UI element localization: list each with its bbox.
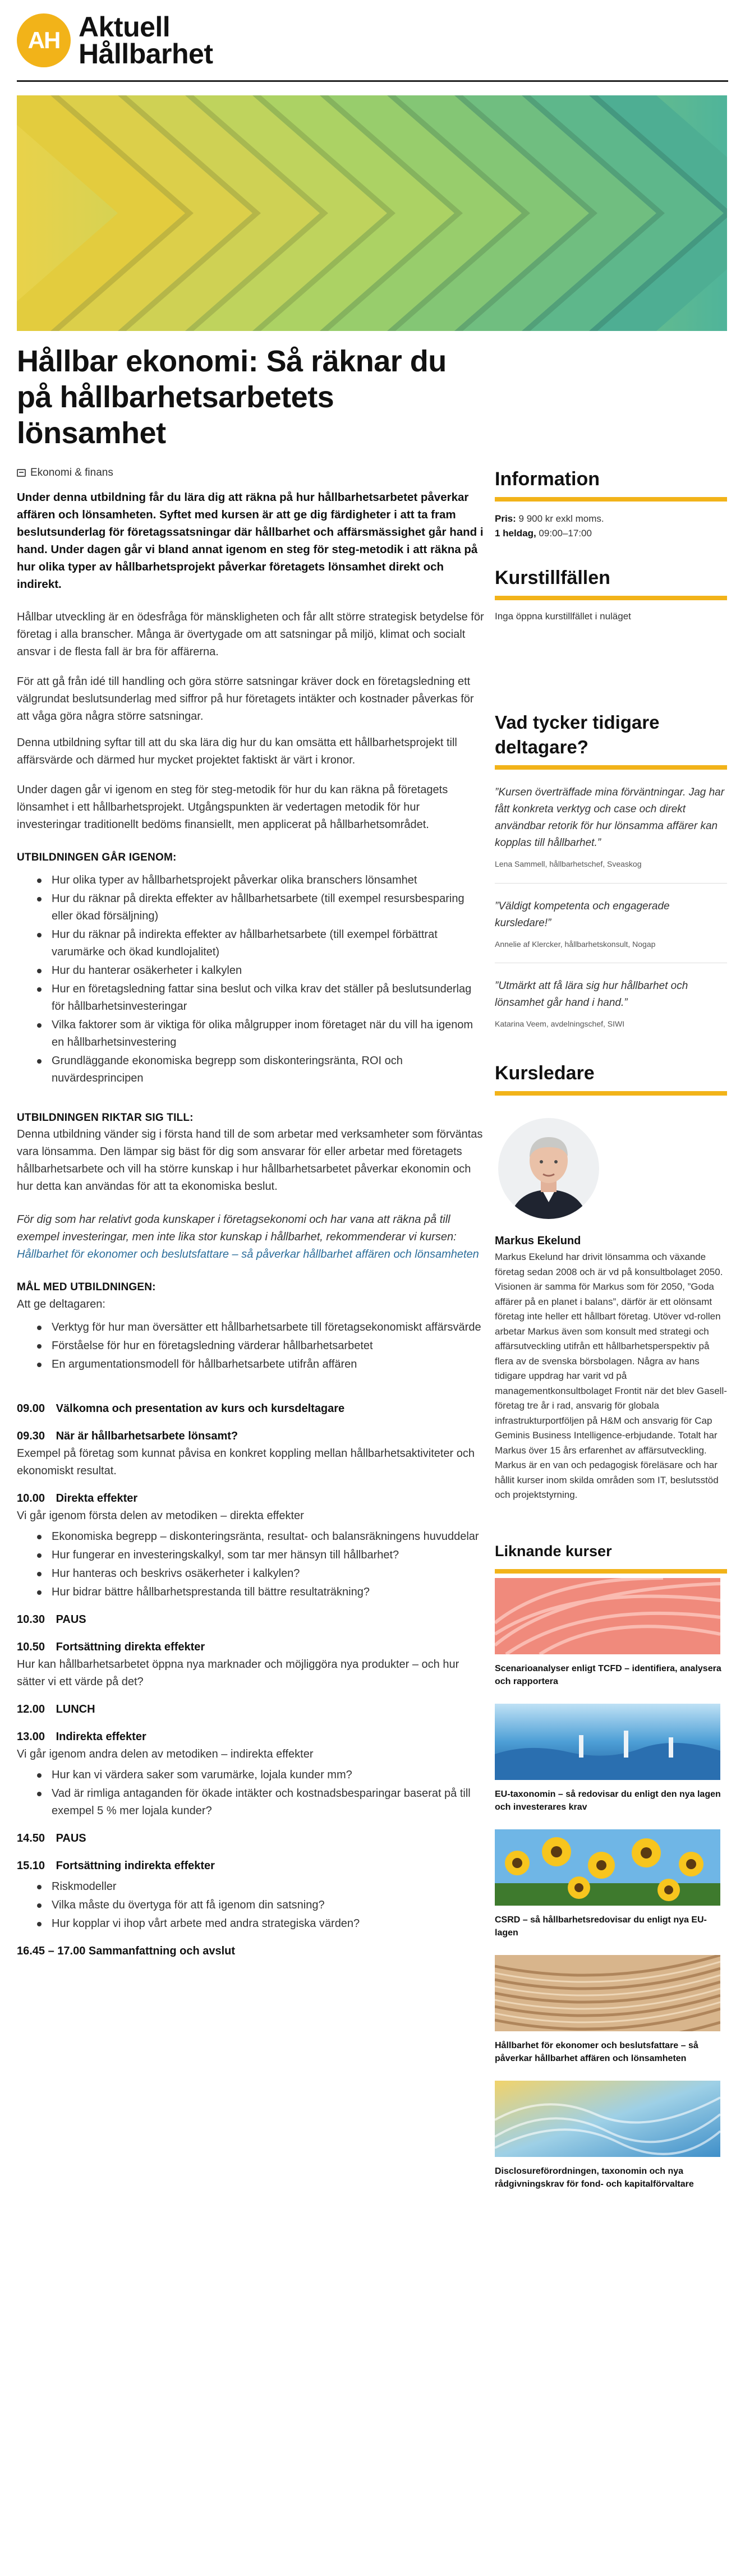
logo-mark: AH [17,13,71,67]
similar-courses-box [495,1539,727,2191]
schedule-title: Indirekta effekter [56,1730,146,1743]
list-item: Hur hanteras och beskrivs osäkerheter i kalkylen? [37,1565,486,1583]
similar-divider [495,1569,727,1574]
logo-line-2: Hållbarhet [79,38,213,70]
body-paragraph-3: Denna utbildning syftar till att du ska lära dig hur du kan omsätta ett hållbarhetsprojekt till affärsvärde och därmed hur mycket projektet faktiskt är värt i kronor. [17,737,457,767]
schedule-item [17,1943,486,1960]
price-line [495,512,727,526]
logo-text [79,11,213,70]
testimonial-divider [495,883,727,884]
list-item: Hur olika typer av hållbarhetsprojekt påverkar olika branschers lönsamhet [37,872,486,889]
goes-through-list [37,872,486,1087]
leader-avatar [498,1118,599,1219]
schedule-item [17,1857,486,1933]
occasions-divider [495,596,727,600]
schedule-title: Välkomna och presentation av kurs och kursdeltagare [56,1402,345,1415]
hero-image [17,95,727,331]
schedule-time: 15.10 [17,1859,45,1872]
schedule-bullets [37,1767,486,1820]
days-value: 09:00–17:00 [539,528,592,539]
course-thumbnail[interactable] [495,1955,720,2031]
schedule-item [17,1701,486,1718]
course-thumbnail[interactable] [495,1829,720,1906]
list-item: Ekonomiska begrepp – diskonteringsränta, resultat- och balansräkningens huvuddelar [37,1528,486,1545]
schedule-time: 10.50 [17,1640,45,1653]
course-card[interactable] [495,1955,727,2065]
info-divider [495,497,727,502]
schedule-item [17,1830,486,1847]
list-item: Hur en företagsledning fattar sina beslut och vilka krav det ställer på beslutsunderlag för hållbarhetsinvesteringar [37,981,486,1015]
leader-name: Markus Ekelund [495,1235,581,1248]
schedule-time: 09.00 [17,1402,45,1415]
schedule-desc: Vi går igenom första delen av metodiken – direkta effekter [17,1509,304,1522]
testimonial-quote: ”Kursen överträffade mina förväntningar. Jag har fått konkreta verktyg och case och direkt användbar retorik för hur lönsamma affärer kan kopplas till hållbarhet.” [495,786,725,849]
list-item: Riskmodeller [37,1878,486,1896]
schedule-item [17,1611,486,1629]
schedule-desc: Vi går igenom andra delen av metodiken – indirekta effekter [17,1747,314,1760]
site-logo[interactable] [17,11,728,70]
schedule-title: LUNCH [56,1703,95,1715]
goes-through-heading: UTBILDNINGEN GÅR IGENOM: [17,852,177,864]
schedule-time: 12.00 [17,1703,45,1715]
days-line [495,526,727,541]
testimonial-author: Annelie af Klercker, hållbarhetskonsult, Nogap [495,939,656,949]
days-label: 1 heldag, [495,528,536,539]
list-item: Förståelse för hur en företagsledning värderar hållbarhetsarbetet [37,1337,486,1355]
course-title[interactable]: Scenarioanalyser enligt TCFD – identifiera, analysera och rapportera [495,1663,721,1686]
schedule-time: 09.30 [17,1429,45,1442]
course-card[interactable] [495,2081,727,2191]
sidebar [495,343,727,2191]
course-thumbnail-graphic [495,1704,720,1780]
price-value: 9 900 kr exkl moms. [518,513,604,524]
list-item: Hur du räknar på indirekta effekter av hållbarhetsarbete (till exempel förbättrat varumärke och ökad kundlojalitet) [37,926,486,961]
course-thumbnail[interactable] [495,1578,720,1654]
leaders-title: Kursledare [495,1062,595,1084]
course-card[interactable] [495,1829,727,1939]
schedule-time: 13.00 [17,1730,45,1743]
leaders-divider [495,1091,727,1096]
testimonials-box [495,710,727,1031]
schedule-item [17,1728,486,1820]
schedule-title: PAUS [56,1832,86,1844]
list-item: En argumentationsmodell för hållbarhetsarbete utifrån affären [37,1356,486,1373]
schedule-item [17,1639,486,1691]
course-thumbnail[interactable] [495,1704,720,1780]
list-item: Hur kopplar vi ihop vårt arbete med andra strategiska värden? [37,1915,486,1933]
testimonial-author: Lena Sammell, hållbarhetschef, Sveaskog [495,859,642,868]
schedule-title: Sammanfattning och avslut [88,1944,236,1957]
list-item: Hur du räknar på direkta effekter av hållbarhetsarbete (till exempel resursbesparing eller ökad försäljning) [37,890,486,925]
schedule-title: Direkta effekter [56,1492,138,1505]
price-label: Pris: [495,513,516,524]
category-tag[interactable] [17,464,486,481]
schedule-desc: Exempel på företag som kunnat påvisa en konkret koppling mellan hållbarhetsaktiviteter och ekonomiskt resultat. [17,1447,475,1477]
testimonials-title: Vad tycker tidigare deltagare? [495,712,660,757]
schedule [17,1400,486,1960]
occasions-box [495,565,727,624]
recommended-course-link[interactable]: Hållbarhet för ekonomer och beslutsfattare – så påverkar hållbarhet affären och lönsamheten [17,1248,479,1261]
info-title: Information [495,468,600,490]
list-item: Hur du hanterar osäkerheter i kalkylen [37,962,486,979]
course-card[interactable] [495,1578,727,1688]
course-card[interactable] [495,1704,727,1814]
header-divider [17,80,728,82]
recommendation-lead: För dig som har relativt goda kunskaper i företagsekonomi och har vana att räkna på till exempel investeringar, men inte lika stor kunskap i hållbarhet, rekommenderar vi kursen: [17,1213,457,1244]
course-thumbnail-graphic [495,2081,720,2157]
course-thumbnail[interactable] [495,2081,720,2157]
list-item: Verktyg för hur man översätter ett hållbarhetsarbete till företagsekonomiskt affärsvärde [37,1319,486,1336]
site-header [0,0,745,82]
schedule-time: 14.50 [17,1832,45,1844]
schedule-title: PAUS [56,1613,86,1626]
schedule-item [17,1400,486,1418]
course-title[interactable]: Disclosureförordningen, taxonomin och nya rådgivningskrav för fond- och kapitalförvaltare [495,2166,694,2189]
schedule-item [17,1490,486,1601]
similar-title: Liknande kurser [495,1542,612,1560]
schedule-time: 10.00 [17,1492,45,1505]
main-content [17,343,486,1960]
schedule-time: 16.45 – 17.00 [17,1944,86,1957]
schedule-title: Fortsättning direkta effekter [56,1640,205,1653]
body-paragraph-2: För att gå från idé till handling och göra större satsningar kräver dock en företagsledning ett välgrundat beslutsunderlag med siffror på hur företagets intäkter och kostnader påverkas för att våga göra några större satsningar. [17,675,474,723]
testimonial-quote: ”Utmärkt att få lära sig hur hållbarhet och lönsamhet går hand i hand.” [495,980,688,1009]
course-title[interactable]: EU-taxonomin – så redovisar du enligt den nya lagen och investerares krav [495,1789,721,1812]
schedule-bullets [37,1528,486,1601]
schedule-title: Fortsättning indirekta effekter [56,1859,215,1872]
schedule-item [17,1428,486,1480]
category-label: Ekonomi & finans [30,467,113,479]
target-heading: UTBILDNINGEN RIKTAR SIG TILL: [17,1111,194,1124]
course-title[interactable]: CSRD – så hållbarhetsredovisar du enligt nya EU-lagen [495,1915,707,1938]
recommendation-text [17,1211,486,1263]
goals-list [37,1319,486,1373]
hero-chevrons-graphic [17,95,727,331]
testimonials-divider [495,765,727,770]
goals-intro: Att ge deltagaren: [17,1298,105,1310]
info-box [495,467,727,541]
leaders-box [495,1061,727,1503]
list-item: Hur bidrar bättre hållbarhetsprestanda till bättre resultaträkning? [37,1584,486,1601]
schedule-desc: Hur kan hållbarhetsarbetet öppna nya marknader och möjliggöra nya produkter – och hur sätter vi ett värde på det? [17,1658,459,1688]
occasions-text: Inga öppna kurstillfället i nuläget [495,611,631,622]
course-thumbnail-graphic [495,1829,720,1906]
schedule-title: När är hållbarhetsarbete lönsamt? [56,1429,238,1442]
folder-icon [17,469,26,477]
logo-line-1: Aktuell [79,11,171,43]
page-title: Hållbar ekonomi: Så räknar du på hållbarhetsarbetets lönsamhet [17,344,447,450]
lead-paragraph: Under denna utbildning får du lära dig att räkna på hur hållbarhetsarbetet påverkar affären och lönsamheten. Syftet med kursen är att ge dig färdigheter i att ta fram beslutsunderlag för företagssatsningar där hållbarhet och affärsmässighet går hand i hand. Under dagen går vi bland annat igenom en steg för steg-metodik i att räkna på hur olika typer av hållbarhetsprojekt påverkar företagets lönsamhet direkt och indirekt. [17,491,484,591]
list-item: Hur fungerar en investeringskalkyl, som tar mer hänsyn till hållbarhet? [37,1547,486,1564]
target-text: Denna utbildning vänder sig i första hand till de som arbetar med verksamheter som förväntas vara lönsamma. Den lämpar sig bäst för dig som ansvarar för eller arbetar med företagets hållbarhetsarbete och vill ha större kunskap i hur hållbarhetsarbetet påverkar ekonomin och hur detta kan användas för att ta ekonomiska beslut. [17,1128,483,1193]
body-paragraph-4: Under dagen går vi igenom en steg för steg-metodik för hur du kan räkna på företagets lönsamhet i ett hållbarhetsprojekt. Utgångspunkten är vedertagen metodik för hur investeringar traditionellt bedöms finansiellt, men applicerat på hållbarhetsområdet. [17,784,448,831]
course-thumbnail-graphic [495,1955,720,2031]
list-item: Hur kan vi värdera saker som varumärke, lojala kunder mm? [37,1767,486,1784]
testimonial-quote: ”Väldigt kompetenta och engagerade kursledare!” [495,900,670,929]
goals-heading: MÅL MED UTBILDNINGEN: [17,1281,156,1294]
body-paragraph-1: Hållbar utveckling är en ödesfråga för mänskligheten och får allt större strategisk betydelse för företag i alla branscher. Många är övertygade om att satsningar på miljö, klimat och socialt ansvar i de flesta fall är bra för affärerna. [17,611,484,659]
course-title[interactable]: Hållbarhet för ekonomer och beslutsfattare – så påverkar hållbarhet affären och lönsamheten [495,2040,698,2063]
list-item: Vad är rimliga antaganden för ökade intäkter och kostnadsbesparingar baserat på till exempel 5 % mer lojala kunder? [37,1785,486,1820]
list-item: Grundläggande ekonomiska begrepp som diskonteringsränta, ROI och nuvärdesprincipen [37,1052,486,1087]
schedule-bullets [37,1878,486,1933]
course-thumbnail-graphic [495,1578,720,1654]
leader-bio: Markus Ekelund har drivit lönsamma och växande företag sedan 2008 och är vd på konsultbolaget 2050. Visionen är samma för Markus som för 2050, ”Goda affärer på en planet i balans”, därför är ett olönsamt företag inte heller ett hållbart företag. Utöver vd-rollen arbetar Markus även som konsult med strategi och affärsutveckling utifrån ett hållbarhetsperspektiv på flera av de svenska börsbolagen. Några av hans tidigare uppdrag har varit vd på managementkonsultbolaget Frontit när det blev Gasell-företag tre år i rad, ansvarig för globala infrastrukturportföljen på H&M och ansvarig för Cap Geminis Business Intelligence-erbjudande. Totalt har Markus över 15 års erfarenhet av affärsutveckling. Markus är en van och pedagogisk föreläsare och har hållit kurser inom skilda områden som IT, beslutsstöd och projektstyrning. [495,1252,727,1501]
schedule-time: 10.30 [17,1613,45,1626]
occasions-title: Kurstillfällen [495,567,610,588]
leader-portrait-graphic [498,1118,599,1219]
list-item: Vilka måste du övertyga för att få igenom din satsning? [37,1897,486,1914]
testimonial-author: Katarina Veem, avdelningschef, SIWI [495,1019,625,1029]
list-item: Vilka faktorer som är viktiga för olika målgrupper inom företaget när du vill ha igenom en hållbarhetsinvestering [37,1016,486,1051]
